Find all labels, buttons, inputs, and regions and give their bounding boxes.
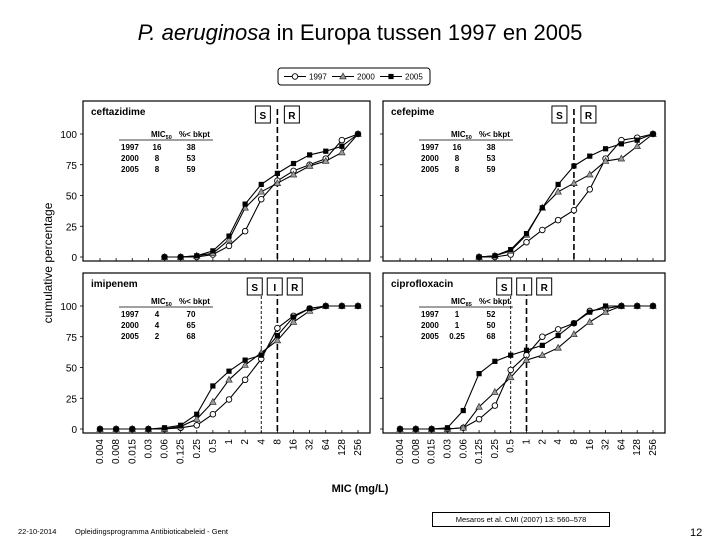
breakpoint-label-imipenem-R: R [291,283,299,294]
point-cefepime-2005-0.125 [476,254,481,259]
breakpoint-label-ciprofloxacin-S: S [500,283,508,294]
x-tick-label-ciprofloxacin-8: 8 [568,439,580,445]
panel-frame-ciprofloxacin [383,273,665,433]
table-pct-ciprofloxacin-2000: 50 [486,321,496,330]
x-tick-label-imipenem-16: 16 [288,439,300,451]
x-tick-label-ciprofloxacin-0.06: 0.06 [458,439,470,459]
table-header-pct-ciprofloxacin: %< bkpt [479,297,510,306]
point-ceftazidime-2005-0.5 [210,248,215,253]
point-imipenem-2005-0.5 [210,383,215,388]
y-tick-label-imipenem-25: 25 [65,394,77,406]
panel-title-ceftazidime: ceftazidime [91,107,146,118]
table-pct-imipenem-2000: 65 [186,321,196,330]
footer-program: Opleidingsprogramma Antibioticabeleid - Gent [75,527,228,536]
footer-date: 22-10-2014 [18,527,57,536]
x-tick-label-imipenem-8: 8 [272,439,284,445]
table-header-mic-sub-cefepime: 50 [465,135,472,141]
point-ciprofloxacin-2005-128 [635,303,640,308]
point-cefepime-2005-16 [587,154,592,159]
table-header-mic-ceftazidime: $MIC_{50}$ [151,130,172,141]
table-mic-imipenem-2000: 4 [154,321,160,330]
table-mic-ceftazidime-2000: 8 [154,154,160,163]
page-number: 12 [690,527,703,539]
point-ceftazidime-2005-32 [307,152,312,157]
table-year-imipenem-2005: 2005 [121,332,139,341]
table-header-mic-sub-ceftazidime: 50 [165,135,172,141]
table-header-pct-ceftazidime: %< bkpt [179,130,210,139]
point-ceftazidime-2005-64 [323,149,328,154]
point-ciprofloxacin-2005-0.03 [445,425,450,430]
y-tick-label-ceftazidime-50: 50 [65,191,77,203]
point-ceftazidime-2005-4 [259,182,264,187]
table-mic-cefepime-1997: 16 [452,143,462,152]
table-pct-ceftazidime-2000: 53 [186,154,196,163]
table-year-ciprofloxacin-2005: 2005 [421,332,439,341]
point-ciprofloxacin-2005-0.015 [429,426,434,431]
breakpoint-label-cefepime-S: S [556,111,563,122]
y-tick-label-ceftazidime-75: 75 [65,160,77,172]
x-tick-label-ciprofloxacin-0.004: 0.004 [395,439,406,465]
table-pct-imipenem-2005: 68 [186,332,196,341]
table-year-ceftazidime-2000: 2000 [121,154,139,163]
point-ceftazidime-1997-1 [226,243,232,249]
point-ceftazidime-2005-256 [355,131,360,136]
x-tick-label-ciprofloxacin-2: 2 [537,439,549,445]
table-pct-ceftazidime-2005: 59 [186,165,196,174]
point-imipenem-2005-0.015 [130,426,135,431]
x-tick-label-imipenem-2: 2 [240,439,252,445]
x-tick-label-ciprofloxacin-4: 4 [553,439,565,445]
legend-marker-2005 [388,74,393,79]
point-ceftazidime-2005-8 [275,171,280,176]
point-ceftazidime-1997-2 [242,228,248,234]
breakpoint-label-ceftazidime-S: S [259,111,267,122]
table-pct-cefepime-2005: 59 [486,165,496,174]
point-cefepime-2005-64 [619,141,624,146]
x-tick-label-imipenem-1: 1 [224,439,235,445]
table-mic-ciprofloxacin-1997: 1 [454,310,460,319]
point-ciprofloxacin-2005-0.004 [397,426,402,431]
y-axis-label: cumulative percentage [41,202,55,324]
point-cefepime-2005-0.25 [492,253,497,258]
point-imipenem-1997-0.5 [210,411,216,417]
table-year-cefepime-1997: 1997 [421,143,439,152]
x-tick-label-imipenem-0.015: 0.015 [127,439,139,465]
breakpoint-label-ciprofloxacin-I: I [522,283,526,294]
y-tick-label-ceftazidime-0: 0 [71,253,77,264]
x-tick-label-imipenem-0.125: 0.125 [175,439,187,465]
point-imipenem-2005-1 [226,369,231,374]
y-tick-label-ceftazidime-100: 100 [60,130,77,141]
x-tick-label-ciprofloxacin-0.5: 0.5 [505,439,517,453]
point-ceftazidime-2005-2 [243,202,248,207]
table-year-imipenem-2000: 2000 [121,321,139,330]
table-year-ceftazidime-2005: 2005 [121,165,139,174]
table-year-cefepime-2000: 2000 [421,154,439,163]
table-header-mic-sub-ciprofloxacin: 85 [465,302,472,308]
point-ciprofloxacin-2005-32 [603,303,608,308]
table-mic-ceftazidime-2005: 8 [154,165,160,174]
point-ciprofloxacin-2005-0.5 [508,353,513,358]
point-imipenem-1997-1 [226,397,232,403]
breakpoint-label-imipenem-I: I [273,283,277,294]
x-tick-label-ciprofloxacin-0.015: 0.015 [426,439,438,465]
point-ciprofloxacin-2005-0.06 [461,408,466,413]
point-imipenem-2005-64 [323,303,328,308]
panel-title-ciprofloxacin: ciprofloxacin [391,279,454,290]
x-tick-label-imipenem-256: 256 [353,439,364,456]
x-tick-label-ciprofloxacin-0.125: 0.125 [474,439,486,465]
breakpoint-label-ceftazidime-R: R [288,111,296,122]
table-mic-ceftazidime-1997: 16 [152,143,162,152]
point-imipenem-2005-0.008 [114,426,119,431]
point-cefepime-2005-1 [524,231,529,236]
x-tick-label-imipenem-0.008: 0.008 [111,439,123,465]
x-tick-label-imipenem-0.5: 0.5 [207,439,219,453]
table-pct-cefepime-1997: 38 [486,143,496,152]
point-imipenem-2005-16 [291,314,296,319]
table-header-mic-ciprofloxacin: $MIC_{85}$ [451,297,472,308]
point-ceftazidime-2005-16 [291,161,296,166]
x-tick-label-imipenem-0.03: 0.03 [143,439,155,459]
table-header-mic-sub-imipenem: 50 [165,302,172,308]
legend-label-2005: 2005 [405,72,423,82]
point-imipenem-1997-0.25 [194,423,200,429]
breakpoint-label-imipenem-S: S [251,283,259,294]
point-ciprofloxacin-2005-16 [587,310,592,315]
point-imipenem-1997-8 [275,325,281,331]
point-ciprofloxacin-1997-0.125 [476,416,482,422]
point-cefepime-1997-2 [540,227,546,233]
legend-label-1997: 1997 [309,72,327,82]
x-tick-label-ciprofloxacin-64: 64 [616,439,628,451]
panel-title-cefepime: cefepime [391,107,435,118]
point-ceftazidime-1997-128 [339,137,345,143]
y-tick-label-imipenem-50: 50 [65,363,77,375]
x-tick-label-ciprofloxacin-256: 256 [648,439,659,456]
point-ciprofloxacin-2005-4 [556,333,561,338]
x-tick-label-ciprofloxacin-32: 32 [600,439,612,451]
point-cefepime-2005-8 [571,163,576,168]
table-pct-ciprofloxacin-1997: 52 [486,310,496,319]
point-ciprofloxacin-1997-4 [555,327,561,333]
table-pct-ceftazidime-1997: 38 [186,143,196,152]
table-year-imipenem-1997: 1997 [121,310,139,319]
point-ciprofloxacin-2005-64 [619,303,624,308]
point-ciprofloxacin-2005-2 [540,343,545,348]
table-pct-cefepime-2000: 53 [486,154,496,163]
table-pct-ciprofloxacin-2005: 68 [486,332,496,341]
point-ciprofloxacin-1997-0.25 [492,403,498,409]
table-mic-cefepime-2005: 8 [454,165,460,174]
point-imipenem-2005-0.004 [97,426,102,431]
x-tick-label-imipenem-0.06: 0.06 [159,439,171,459]
point-imipenem-2005-128 [339,303,344,308]
legend-marker-1997 [292,74,298,80]
x-tick-label-ciprofloxacin-16: 16 [584,439,596,451]
point-ciprofloxacin-2005-0.125 [476,371,481,376]
panel-frame-imipenem [83,273,370,433]
table-mic-cefepime-2000: 8 [454,154,460,163]
title-rest: in Europa tussen 1997 en 2005 [270,20,583,45]
x-tick-label-ciprofloxacin-0.008: 0.008 [410,439,422,465]
point-ciprofloxacin-2005-1 [524,348,529,353]
point-cefepime-2005-4 [556,182,561,187]
point-imipenem-2005-32 [307,306,312,311]
y-tick-label-imipenem-0: 0 [71,425,77,436]
table-year-ciprofloxacin-1997: 1997 [421,310,439,319]
point-ceftazidime-2005-0.06 [162,254,167,259]
point-imipenem-2005-0.125 [178,423,183,428]
point-imipenem-2005-8 [275,333,280,338]
point-cefepime-1997-8 [571,207,577,213]
breakpoint-label-ciprofloxacin-R: R [540,283,548,294]
point-ciprofloxacin-2005-8 [571,321,576,326]
table-year-ceftazidime-1997: 1997 [121,143,139,152]
table-header-pct-cefepime: %< bkpt [479,130,510,139]
table-header-mic-imipenem: $MIC_{50}$ [151,297,172,308]
point-cefepime-2005-32 [603,146,608,151]
y-tick-label-imipenem-100: 100 [60,302,77,313]
x-tick-label-imipenem-0.25: 0.25 [191,439,203,459]
point-ceftazidime-2005-0.125 [178,254,183,259]
table-mic-imipenem-1997: 4 [154,310,160,319]
point-imipenem-2005-256 [355,303,360,308]
y-tick-label-imipenem-75: 75 [65,332,77,344]
x-tick-label-imipenem-64: 64 [320,439,332,451]
panel-title-imipenem: imipenem [91,279,138,290]
table-mic-ciprofloxacin-2005: 0.25 [449,332,465,341]
x-tick-label-imipenem-0.004: 0.004 [95,439,106,465]
point-imipenem-2005-0.03 [146,426,151,431]
legend-label-2000: 2000 [357,72,375,82]
x-tick-label-imipenem-4: 4 [256,439,268,445]
point-cefepime-1997-1 [524,239,530,245]
x-tick-label-ciprofloxacin-1: 1 [521,439,533,445]
point-imipenem-2005-2 [243,358,248,363]
x-tick-label-ciprofloxacin-128: 128 [632,439,644,456]
point-imipenem-2005-0.06 [162,425,167,430]
title-species: P. aeruginosa [137,20,271,45]
table-year-cefepime-2005: 2005 [421,165,439,174]
point-ciprofloxacin-1997-0.5 [508,367,514,373]
x-tick-label-ciprofloxacin-0.03: 0.03 [442,439,454,459]
breakpoint-label-cefepime-R: R [584,111,593,122]
x-tick-label-imipenem-32: 32 [304,439,316,451]
table-year-ciprofloxacin-2000: 2000 [421,321,439,330]
table-mic-ciprofloxacin-2000: 1 [454,321,460,330]
point-ceftazidime-2005-128 [339,144,344,149]
table-pct-imipenem-1997: 70 [186,310,196,319]
citation: Mesaros et al. CMI (2007) 13: 560–578 [432,512,610,527]
point-ceftazidime-2005-0.25 [194,253,199,258]
point-cefepime-2005-2 [540,205,545,210]
table-header-mic-cefepime: $MIC_{50}$ [451,130,472,141]
point-ciprofloxacin-1997-2 [540,334,546,340]
point-cefepime-2005-128 [635,138,640,143]
point-ceftazidime-1997-4 [258,196,264,202]
point-imipenem-1997-2 [242,377,248,383]
point-ceftazidime-2005-1 [226,233,231,238]
table-mic-imipenem-2005: 2 [154,332,160,341]
x-tick-label-imipenem-128: 128 [336,439,348,456]
point-imipenem-2005-0.25 [194,412,199,417]
point-cefepime-1997-16 [587,187,593,193]
x-axis-label: MIC (mg/L) [331,483,389,495]
point-cefepime-2005-0.5 [508,247,513,252]
point-imipenem-2005-4 [259,353,264,358]
point-ciprofloxacin-2005-256 [650,303,655,308]
point-ciprofloxacin-2005-0.25 [492,359,497,364]
table-header-pct-imipenem: %< bkpt [179,297,210,306]
y-tick-label-ceftazidime-25: 25 [65,222,77,234]
point-cefepime-1997-4 [555,217,561,223]
point-ciprofloxacin-2005-0.008 [413,426,418,431]
point-cefepime-2005-256 [650,131,655,136]
x-tick-label-ciprofloxacin-0.25: 0.25 [489,439,501,459]
